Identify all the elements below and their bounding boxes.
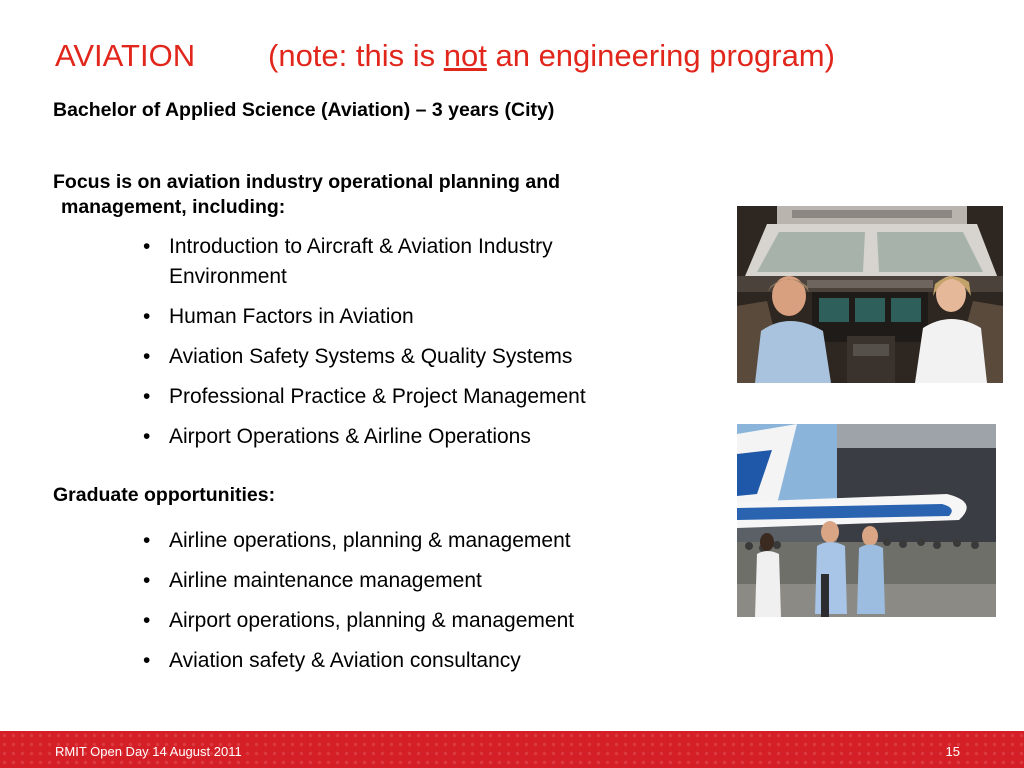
focus-list-item: • Aviation Safety Systems & Quality Systems [143,342,673,372]
focus-list-item: • Human Factors in Aviation [143,302,673,332]
slide-title [55,38,835,74]
graduate-list-item: • Airport operations, planning & management [143,606,703,636]
title-note-emphasis: not [443,38,487,73]
focus-heading-line2: management, including: [61,196,286,218]
title-main: AVIATION [55,38,196,73]
footer-bar [0,731,1024,768]
focus-list-item: • Airport Operations & Airline Operations [143,422,673,452]
focus-heading-line1: Focus is on aviation industry operational planning and [53,171,561,193]
footer-event-text: RMIT Open Day 14 August 2011 [55,744,242,759]
graduate-list-item: • Airline operations, planning & management [143,526,703,556]
degree-subtitle: Bachelor of Applied Science (Aviation) – 3 years (City) [53,99,555,121]
page-number: 15 [945,744,960,759]
cockpit-photo [737,206,1003,383]
focus-heading [53,170,743,220]
aircraft-hangar-photo [737,424,996,617]
focus-list-item: • Introduction to Aircraft & Aviation Industry Environment [143,232,673,292]
focus-list-item: • Professional Practice & Project Management [143,382,673,412]
focus-list [143,232,673,462]
graduate-list-item: • Airline maintenance management [143,566,703,596]
title-note: (note: this is not an engineering program) [268,38,835,73]
graduate-heading: Graduate opportunities: [53,484,276,506]
graduate-list [143,526,703,686]
graduate-list-item: • Aviation safety & Aviation consultancy [143,646,703,676]
